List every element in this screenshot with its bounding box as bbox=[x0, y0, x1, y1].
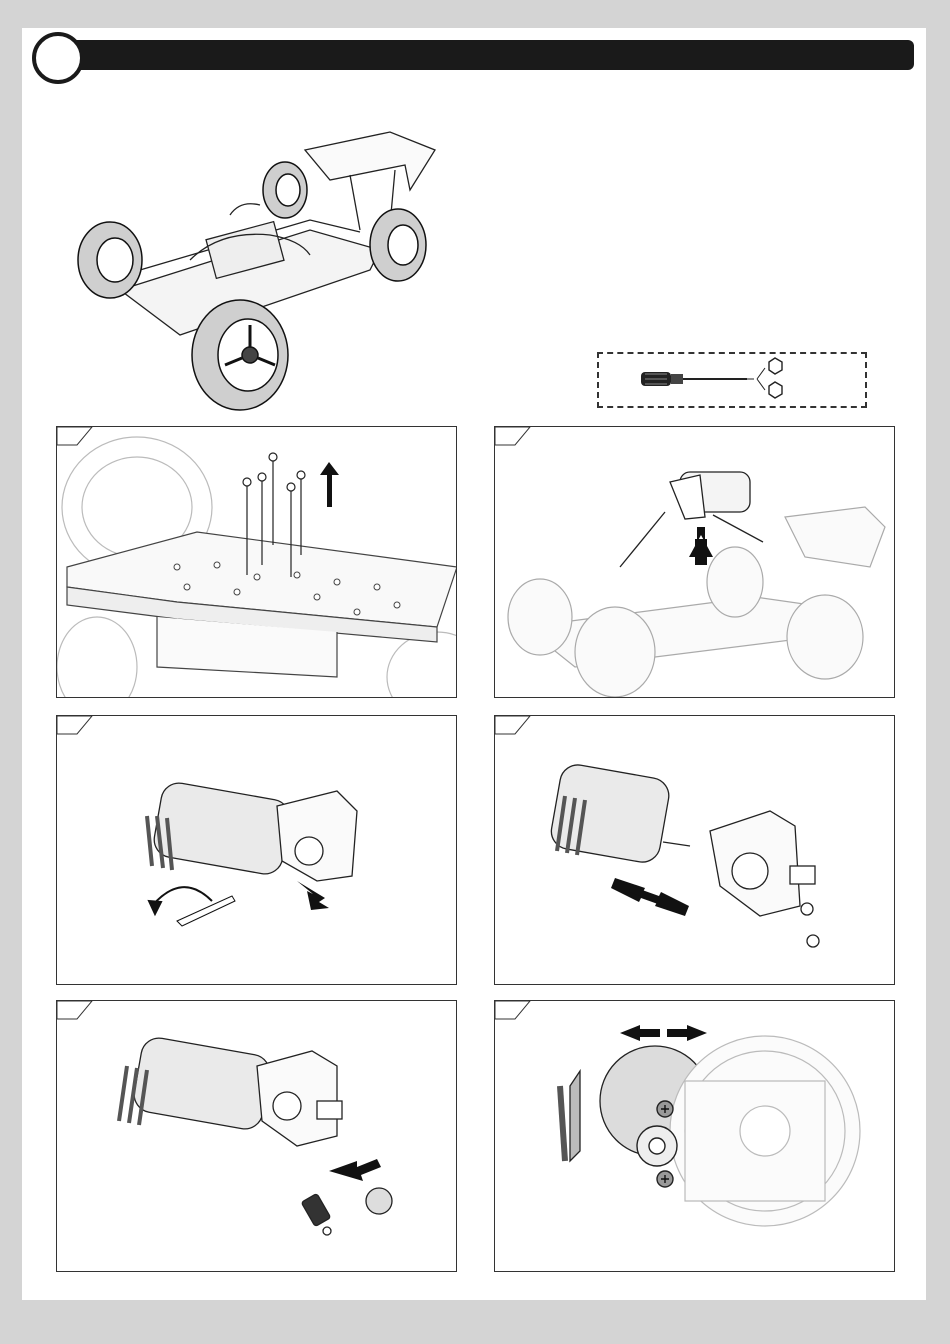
step-panel-2 bbox=[494, 426, 895, 698]
arrow-up-icon bbox=[320, 462, 339, 507]
screwdriver-icon bbox=[641, 372, 754, 386]
double-arrow-icon bbox=[611, 878, 689, 916]
step-panel-6 bbox=[494, 1000, 895, 1272]
buggy-overview-illustration bbox=[60, 120, 450, 420]
front-left-wheel bbox=[78, 222, 142, 298]
front-right-wheel bbox=[192, 300, 288, 410]
step-panel-5 bbox=[56, 1000, 457, 1272]
arrow-right-icon bbox=[297, 881, 329, 910]
step-number-circle bbox=[32, 32, 84, 84]
arrow-up-icon bbox=[689, 527, 713, 565]
hex-icon bbox=[769, 358, 782, 374]
step-panel-3 bbox=[56, 715, 457, 985]
step-panel-1 bbox=[56, 426, 457, 698]
rear-right-wheel bbox=[370, 209, 426, 281]
arrow-left-icon bbox=[329, 1159, 381, 1181]
hex-icon bbox=[769, 382, 782, 398]
section-header-bar bbox=[74, 40, 914, 70]
rear-left-wheel bbox=[263, 162, 307, 218]
required-tools-box bbox=[597, 352, 867, 408]
step-panel-4 bbox=[494, 715, 895, 985]
double-arrow-icon bbox=[620, 1025, 707, 1041]
